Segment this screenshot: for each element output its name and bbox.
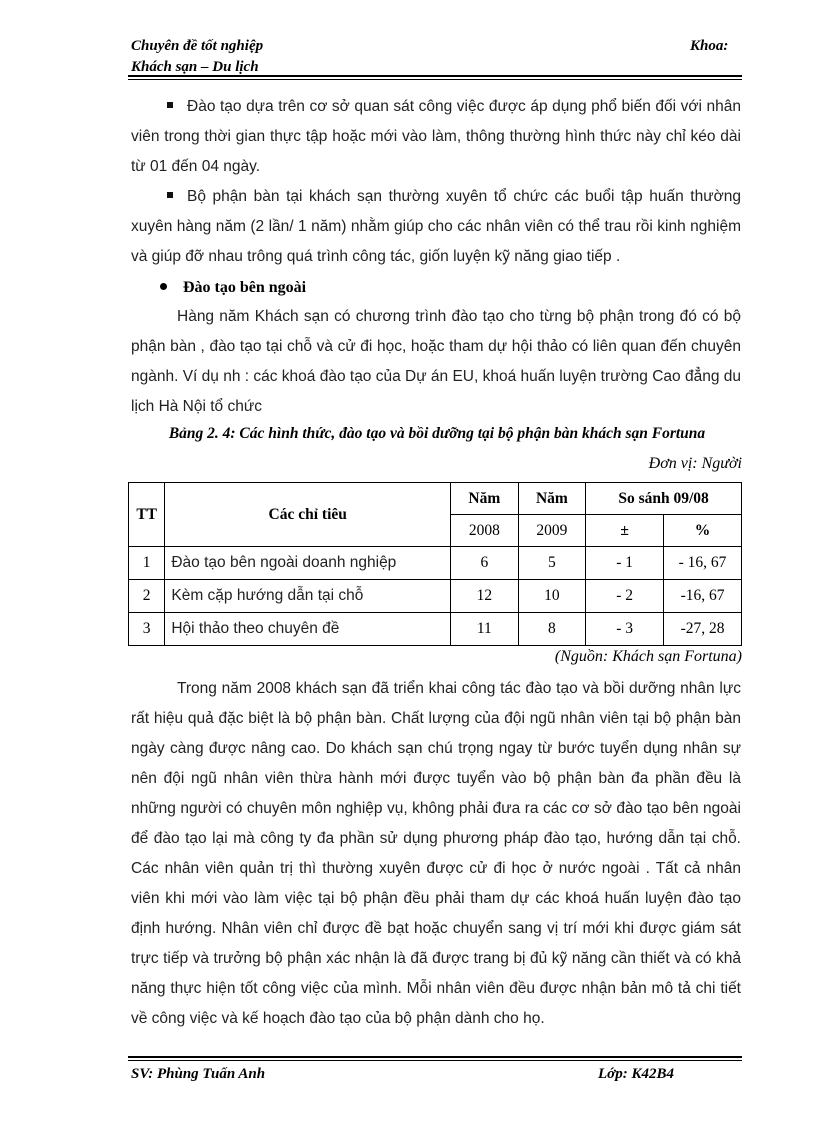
bullet-paragraph-2 [131,182,741,272]
table-row [129,613,742,646]
header-tt: TT [129,483,165,547]
square-bullet-icon [167,102,173,108]
bullet-paragraph-1 [131,92,741,182]
cell-tt: 1 [129,547,165,580]
paragraph-1-text: Hàng năm Khách sạn có chương trình đào tạo cho từng bộ phận trong đó có bộ phận bàn , đào tạo tại chỗ và cử đi học, hoặc tham dự hội thảo có liên quan đến chuyên ngành. Ví dụ nh : các khoá đào tạo của Dự án EU, khoá huấn luyện trường Cao đẳng du lịch Hà Nội tổ chức [131,308,741,415]
cell-2009: 5 [518,547,586,580]
header-indicator: Các chỉ tiêu [165,483,451,547]
cell-tt: 3 [129,613,165,646]
training-table [128,482,742,646]
cell-pct: -27, 28 [664,613,742,646]
cell-2008: 12 [451,580,519,613]
header-year-2008: 2008 [451,515,519,547]
header-rule-thin [128,79,742,80]
page-header-left [131,36,263,78]
paragraph-2-text: Trong năm 2008 khách sạn đã triển khai công tác đào tạo và bồi dưỡng nhân lực rất hiệu quả đặc biệt là bộ phận bàn. Chất lượng của đội ngũ nhân viên tại bộ phận bàn ngày càng được nâng cao. Do khách sạn chú trọng ngay từ bước tuyển dụng nhân sự nên đội ngũ nhân viên thừa hành mới được tuyển vào bộ phận bàn đa phần đều là những người có chuyên môn nghiệp vụ, không phải đưa ra các cơ sở đào tạo bên ngoài để đào tạo lại mà công ty đa phần sử dụng phương pháp đào tạo, hướng dẫn tại chỗ. Các nhân viên quản trị thì thường xuyên được cử đi học ở nước ngoài . Tất cả nhân viên khi mới vào làm việc tại bộ phận đều phải tham dự các khoá huấn luyện đào tạo định hướng. Nhân viên chỉ được đề bạt hoặc chuyển sang vị trí mới khi được giám sát trực tiếp và trưởng bộ phận xác nhận là đã được trang bị đủ kỹ năng cần thiết và có khả năng thực hiện tốt công việc của mình. Mỗi nhân viên đều được nhận bản mô tả chi tiết về công việc và kế hoạch đào tạo của bộ phận dành cho họ. [131,680,741,1027]
footer-class: Lớp: K42B4 [598,1066,674,1082]
cell-pct: - 16, 67 [664,547,742,580]
section-heading [160,276,306,300]
header-rule [128,75,742,77]
cell-pct: -16, 67 [664,580,742,613]
header-year-2009-label: Năm [518,483,586,515]
header-faculty: Khoa: [690,38,729,54]
table-row [129,580,742,613]
cell-name: Đào tạo bên ngoài doanh nghiệp [165,547,451,580]
header-year-2009: 2009 [518,515,586,547]
section-heading-text: Đào tạo bên ngoài [183,279,307,296]
header-year-2008-label: Năm [451,483,519,515]
cell-2009: 8 [518,613,586,646]
bullet-2-text: Bộ phận bàn tại khách sạn thường xuyên tổ chức các buổi tập huấn thường xuyên hàng năm (2 lần/ 1 năm) nhằm giúp cho các nhân viên có thể trau rồi kinh nghiệm và giúp đỡ nhau trông quá trình công tác, giốn luyện kỹ năng giao tiếp . [131,188,741,265]
header-diff: ± [586,515,664,547]
table-unit: Đơn vị: Người [648,455,742,472]
cell-2008: 11 [451,613,519,646]
cell-tt: 2 [129,580,165,613]
header-pct: % [664,515,742,547]
footer-student: SV: Phùng Tuấn Anh [131,1066,266,1082]
cell-2009: 10 [518,580,586,613]
table-caption: Bảng 2. 4: Các hình thức, đào tạo và bồi dưỡng tại bộ phận bàn khách sạn Fortuna [168,425,706,442]
cell-diff: - 3 [586,613,664,646]
header-subtitle: Khách sạn – Du lịch [131,59,259,75]
cell-diff: - 2 [586,580,664,613]
cell-diff: - 1 [586,547,664,580]
bullet-1-text: Đào tạo dựa trên cơ sở quan sát công việc được áp dụng phổ biến đối với nhân viên trong thời gian thực tập hoặc mới vào làm, thông thường hình thức này chỉ kéo dài từ 01 đến 04 ngày. [131,98,741,175]
cell-2008: 6 [451,547,519,580]
table-row [129,547,742,580]
paragraph-2008-summary [131,674,741,1034]
footer-rule [128,1056,742,1058]
table-source: (Nguồn: Khách sạn Fortuna) [554,648,742,665]
paragraph-training-intro [131,302,741,422]
header-title: Chuyên đề tốt nghiệp [131,38,264,54]
cell-name: Hội thảo theo chuyên đề [165,613,451,646]
footer-rule-thin [128,1060,742,1061]
header-compare: So sánh 09/08 [586,483,742,515]
cell-name: Kèm cặp hướng dẫn tại chỗ [165,580,451,613]
round-bullet-icon [160,283,167,290]
square-bullet-icon [167,192,173,198]
